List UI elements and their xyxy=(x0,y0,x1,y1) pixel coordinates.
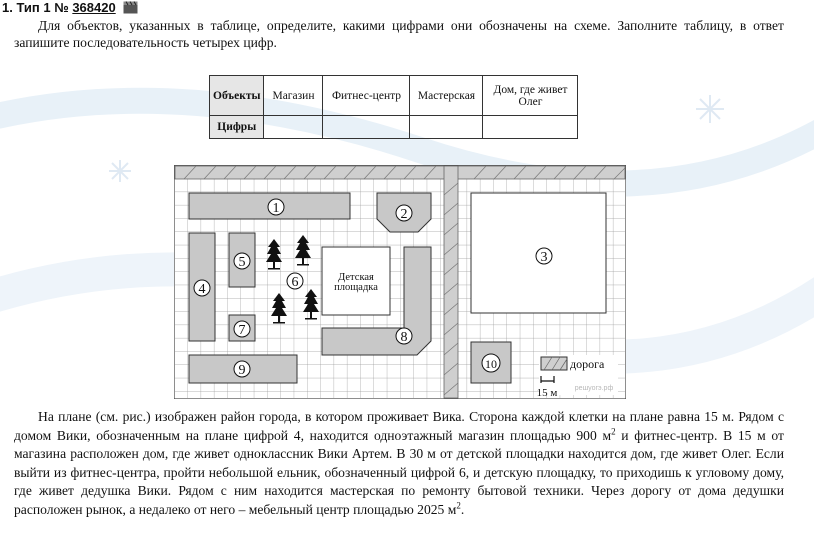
col-oleg-house: Дом, где живет Олег xyxy=(483,76,578,116)
legend-road-label: дорога xyxy=(570,357,605,371)
scale-label: 15 м xyxy=(536,387,558,399)
playground-label-line1: Детская xyxy=(338,272,374,283)
svg-text:5: 5 xyxy=(238,255,246,270)
col-fitness: Фитнес-центр xyxy=(323,76,410,116)
svg-text:8: 8 xyxy=(400,330,408,345)
svg-text:6: 6 xyxy=(291,275,299,290)
svg-text:7: 7 xyxy=(238,323,246,338)
task-header xyxy=(2,0,138,15)
answer-cell-workshop[interactable] xyxy=(410,116,483,139)
label-10 xyxy=(482,354,500,372)
svg-text:10: 10 xyxy=(485,357,497,371)
svg-text:1: 1 xyxy=(272,201,280,216)
answer-table xyxy=(209,75,578,139)
video-clapper-icon[interactable] xyxy=(123,1,138,14)
answer-cell-oleg-house[interactable] xyxy=(483,116,578,139)
row-label-objects: Объекты xyxy=(210,76,264,116)
playground-label-line2: площадка xyxy=(334,282,378,293)
svg-text:9: 9 xyxy=(238,363,246,378)
watermark: решуогэ.рф xyxy=(574,385,614,392)
col-workshop: Мастерская xyxy=(410,76,483,116)
svg-text:3: 3 xyxy=(540,250,548,265)
col-shop: Магазин xyxy=(264,76,323,116)
story-paragraph: На плане (см. рис.) изображен район города, в котором проживает Вика. Сторона каждой клетки на плане равна 15 м. Рядом с домом Вики, обозначенным на плане цифрой 4, находится одноэтажный магазин площадью 900 $м^2$ и фитнес-центр. В 15 м от магазина расположен дом, где живет одноклассник Вики Артем. В 30 м от детской площадки находится дом, где живет Олег. Если выйти из фитнес-центра, пройти небольшой ельник, обозначенный цифрой 6, и детскую площадку, то приходишь к угловому дому, где живет дедушка Вики. Рядом с ним находится мастерская по ремонту бытовой техники. Через дорогу от дома дедушки расположен рынок, а недалеко от него – мебельный центр площадью 2025 $м^2$. xyxy=(14,409,784,517)
answer-cell-fitness[interactable] xyxy=(323,116,410,139)
svg-text:2: 2 xyxy=(400,207,408,222)
row-label-digits: Цифры xyxy=(210,116,264,139)
answer-cell-shop[interactable] xyxy=(264,116,323,139)
district-map xyxy=(174,165,626,399)
task-number-link[interactable]: 368420 xyxy=(72,0,116,15)
task-type-label: 1. Тип 1 № xyxy=(2,0,69,15)
map-legend xyxy=(537,355,618,399)
intro-paragraph: Для объектов, указанных в таблице, определите, какими цифрами они обозначены на схеме. Заполните таблицу, в ответ запишите последовательность четырех цифр. xyxy=(14,18,784,50)
svg-text:4: 4 xyxy=(198,282,206,297)
